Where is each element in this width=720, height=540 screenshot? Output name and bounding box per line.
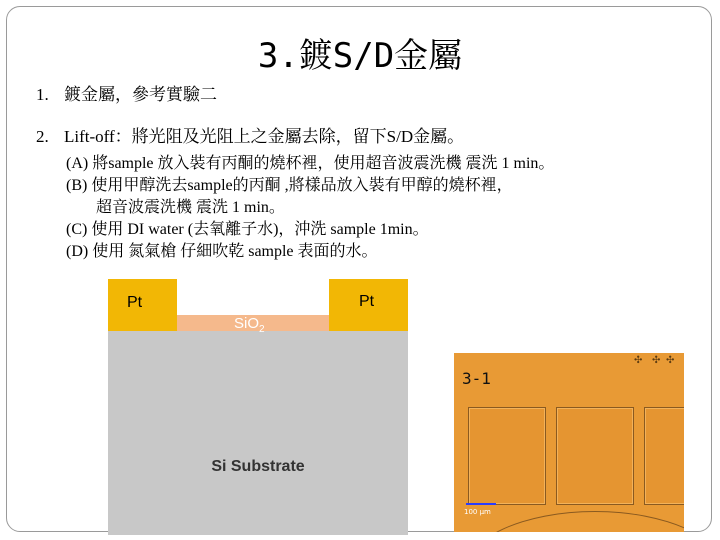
pt-electrode-left (108, 279, 177, 331)
pt-electrode-right (329, 279, 408, 331)
electrode-pad (468, 407, 546, 505)
microscope-photo (454, 353, 684, 532)
step-1-text: 鍍金屬，參考實驗二 (64, 85, 217, 104)
step-1 (36, 84, 217, 106)
substep-c: (C) 使用 DI water (去氧離子水)，沖洗 sample 1min。 (66, 221, 429, 238)
wafer-edge-arc (464, 511, 684, 532)
substep-b: (B) 使用甲醇洗去sample的丙酮 ,將樣品放入裝有甲醇的燒杯裡， (66, 177, 513, 194)
photo-label: 3-1 (462, 369, 491, 388)
substep-d: (D) 使用 氮氣槍 仔細吹乾 sample 表面的水。 (66, 243, 378, 260)
electrode-pad (644, 407, 684, 505)
alignment-mark-icon: ✣ (652, 355, 661, 366)
slide-title: 3.鍍S/D金屬 (257, 36, 463, 76)
sio2-label-subscript: 2 (259, 324, 265, 335)
substrate-label: Si Substrate (211, 458, 305, 475)
cross-section-diagram (108, 279, 408, 535)
alignment-mark-icon: ✣ (666, 355, 675, 366)
step-2-number: 2. (36, 127, 49, 146)
scale-bar (466, 503, 496, 505)
step-2-text: Lift-off：將光阻及光阻上之金屬去除，留下S/D金屬。 (64, 127, 465, 146)
electrode-pad (556, 407, 634, 505)
pt-right-label: Pt (359, 293, 375, 310)
step-2 (36, 126, 464, 148)
substep-b-continued: 超音波震洗機 震洗 1 min。 (96, 199, 285, 216)
si-substrate-layer (108, 331, 408, 535)
sio2-label (234, 315, 265, 335)
alignment-mark-icon: ✣ (634, 355, 643, 366)
step-1-number: 1. (36, 85, 49, 104)
pt-left-label: Pt (127, 294, 143, 311)
sio2-label-main: SiO (234, 315, 260, 332)
substep-a: (A) 將sample 放入裝有丙酮的燒杯裡，使用超音波震洗機 震洗 1 min。 (66, 155, 555, 172)
scale-bar-label: 100 μm (464, 508, 491, 516)
